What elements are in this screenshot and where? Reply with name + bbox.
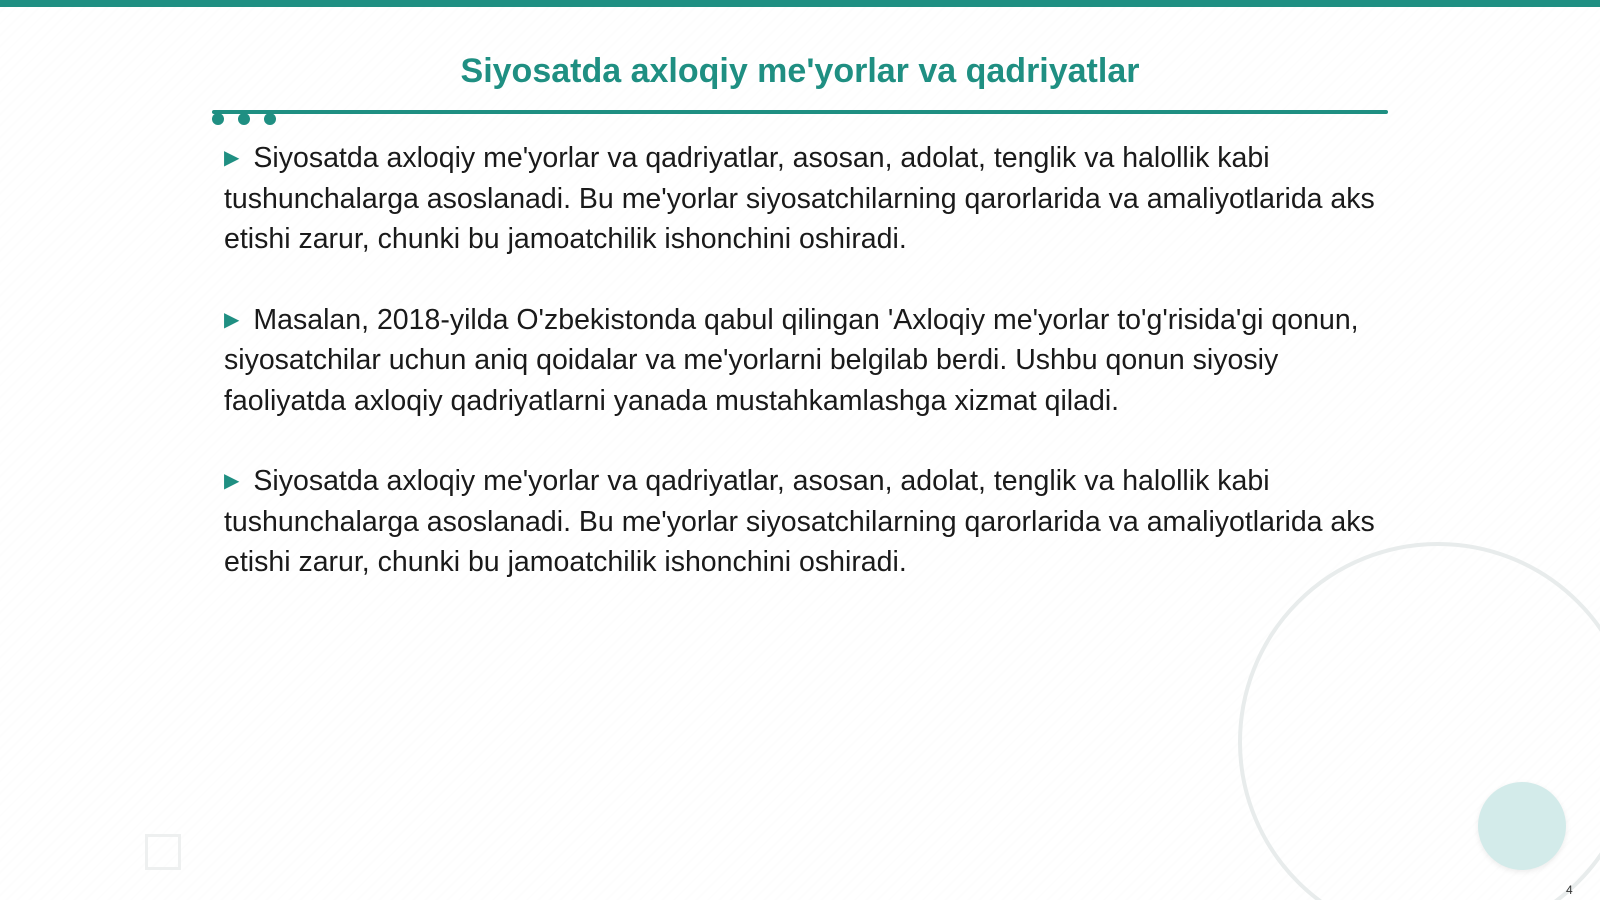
dot-decoration [238,113,250,125]
triangle-right-icon: ▶ [224,147,240,169]
slide-content [224,138,1384,623]
title-underline [212,110,1388,114]
decorative-circle [1478,782,1566,870]
bullet-paragraph-3 [224,461,1384,583]
paragraph-text: Siyosatda axloqiy me'yorlar va qadriyatlar, asosan, adolat, tenglik va halollik kabi tushunchalarga asoslanadi. Bu me'yorlar siyosatchilarning qarorlarida va amaliyotlarida aks etishi zarur, chunki bu jamoatchilik ishonchini oshiradi. [224,142,1375,255]
top-accent-bar [0,0,1600,7]
dot-decoration [264,113,276,125]
paragraph-text: Siyosatda axloqiy me'yorlar va qadriyatlar, asosan, adolat, tenglik va halollik kabi tushunchalarga asoslanadi. Bu me'yorlar siyosatchilarning qarorlarida va amaliyotlarida aks etishi zarur, chunki bu jamoatchilik ishonchini oshiradi. [224,465,1375,578]
title-dots-decoration [212,113,276,125]
slide-title: Siyosatda axloqiy me'yorlar va qadriyatlar [460,52,1140,90]
page-number: 4 [1566,883,1573,897]
triangle-right-icon: ▶ [224,470,240,492]
square-outline-icon [145,834,181,870]
bullet-paragraph-1 [224,138,1384,260]
dot-decoration [212,113,224,125]
paragraph-text: Masalan, 2018-yilda O'zbekistonda qabul qilingan 'Axloqiy me'yorlar to'g'risida'gi qonun, siyosatchilar uchun aniq qoidalar va me'yorlarni belgilab berdi. Ushbu qonun siyosiy faoliyatda axloqiy qadriyatlarni yanada mustahkamlashga xizmat qiladi. [224,303,1359,417]
triangle-right-icon: ▶ [224,308,240,331]
bullet-paragraph-2 [224,300,1384,422]
